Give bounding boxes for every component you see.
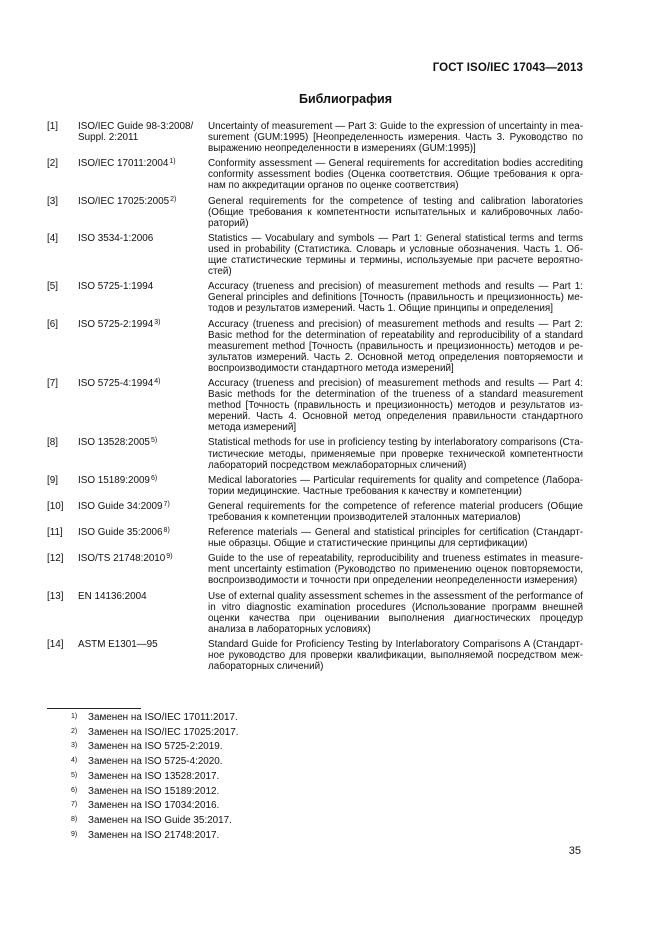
bib-entry: [47, 553, 583, 586]
bib-entry: [47, 378, 583, 433]
bib-entry: [47, 475, 583, 497]
entry-reference: ISO 15189:2009$^{6)}$: [78, 474, 158, 486]
bib-entry: [47, 281, 583, 314]
entry-reference: ASTM E1301—95: [78, 638, 158, 650]
entry-description: Reference materials — General and statistical principles for certification (Стандарт- ные образцы. Общие и статистические принципы для сертификации): [208, 527, 583, 550]
entry-number: [4]: [47, 232, 58, 244]
footnote: 5) Заменен на ISO 13528:2017.: [71, 770, 220, 782]
footnote: 6) Заменен на ISO 15189:2012.: [71, 785, 220, 797]
entry-reference: ISO 5725-4:1994$^{4)}$: [78, 377, 161, 389]
entry-number: [7]: [47, 377, 58, 389]
footnote: 1) Заменен на ISO/IEC 17011:2017.: [71, 712, 238, 723]
bib-entry: [47, 121, 583, 154]
entry-description: General requirements for the competence of reference material producers (Общие требования к компетенции производителей эталонных материалов): [208, 500, 583, 523]
entry-description: Standard Guide for Proficiency Testing by Interlaboratory Comparisons A (Стандарт- ное руководство для проверки квалификации, выполняемой посредством меж- лабораторных сличений): [208, 638, 583, 673]
entry-number: [2]: [47, 158, 58, 170]
page-number: 35: [568, 845, 581, 857]
entry-description: Use of external quality assessment schemes in the assessment of the performance of in vitro diagnostic examination procedures (Использование программ внешней оценки качества при оценивании выполнения диагностических процедур анализа в лабораторных условиях): [208, 590, 583, 635]
entry-number: [8]: [47, 437, 58, 449]
bib-entry: [47, 591, 583, 635]
entry-number: [13]: [47, 590, 64, 602]
footnote: 9) Заменен на ISO 21748:2017.: [71, 829, 220, 841]
page-title: Библиография: [298, 92, 393, 106]
entry-description: Statistics — Vocabulary and symbols — Part 1: General statistical terms and terms used in probability (Статистика. Словарь и условные обозначения. Часть 1. Об- щие статистические термины и термины, используемые при расчете вероятно- стей): [208, 232, 583, 278]
entry-description: Accuracy (trueness and precision) of measurement methods and results — Part 4: Basic methods for the determination of the trueness of a standard measurement method [Точность (правильность и прецизионность) методов и результатов из- мерений. Часть 4. Основной метод определения правильности стандартного метода измерений]: [208, 377, 583, 434]
entry-description: Accuracy (trueness and precision) of measurement methods and results — Part 1: General principles and definitions [Точность (правильность и прецизионность) ме- тодов и результатов измерений. Часть 1. Общие принципы и определения]: [208, 281, 583, 315]
entry-number: [14]: [47, 638, 64, 650]
footnote: 8) Заменен на ISO Guide 35:2017.: [71, 814, 232, 826]
bib-entry: [47, 158, 583, 191]
footnote: 7) Заменен на ISO 17034:2016.: [71, 800, 220, 812]
entry-description: Medical laboratories — Particular requirements for quality and competence (Лабора- тории медицинские. Частные требования к качеству и компетенции): [208, 474, 583, 497]
entry-reference: EN 14136:2004: [78, 590, 147, 602]
entry-description: Statistical methods for use in proficiency testing by interlaboratory comparisons (Ста- тистические методы, применяемые при проверке технической компетентности лабораторий посредством межлабораторных сличений): [208, 437, 583, 471]
footnote: 2) Заменен на ISO/IEC 17025:2017.: [71, 726, 239, 738]
entry-number: [3]: [47, 195, 58, 207]
entry-reference: ISO 5725-1:1994: [78, 281, 154, 293]
bib-entry: [47, 437, 583, 470]
entry-reference: ISO/IEC 17011:2004$^{1)}$: [78, 158, 176, 170]
bib-entry: [47, 639, 583, 672]
entry-number: [11]: [47, 527, 63, 539]
bib-entry: [47, 196, 583, 229]
entry-number: [10]: [47, 500, 64, 512]
entry-description: Uncertainty of measurement — Part 3: Guide to the expression of uncertainty in mea- surement (GUM:1995) [Неопределенность измерения. Часть 3. Руководство по выражению неопределенности в измерениях (GUM:1995)]: [208, 121, 583, 155]
footnote: 4) Заменен на ISO 5725-4:2020.: [71, 756, 223, 768]
entry-reference: ISO 13528:2005$^{5)}$: [78, 437, 158, 449]
entry-reference: ISO Guide 35:2006$^{8)}$: [78, 527, 170, 539]
document-header: ГОСТ ISO/IEC 17043—2013: [432, 62, 583, 74]
entry-description: Guide to the use of repeatability, reproducibility and trueness estimates in measure- ment uncertainty estimation (Руководство по применению оценок повторяемости, воспроизводимости и точности при определении неопределенности измерения): [208, 553, 583, 587]
bib-entry: [47, 527, 583, 549]
bibliography-list: [47, 121, 583, 676]
footnote-divider: [47, 708, 141, 709]
footnote: 3) Заменен на ISO 5725-2:2019.: [71, 741, 223, 753]
entry-description: General requirements for the competence of testing and calibration laboratories (Общие требования к компетентности испытательных и калибровочных лабо- раторий): [208, 195, 583, 229]
entry-number: [6]: [47, 318, 58, 330]
footnotes: [71, 711, 238, 843]
bib-entry: [47, 501, 583, 523]
entry-reference: ISO/IEC Guide 98-3:2008/ Suppl. 2:2011: [78, 121, 194, 144]
entry-reference: ISO/IEC 17025:2005$^{2)}$: [78, 195, 177, 207]
bib-entry: [47, 233, 583, 277]
entry-number: [5]: [47, 281, 58, 293]
bib-entry: [47, 319, 583, 374]
entry-reference: ISO/TS 21748:2010$^{9)}$: [78, 553, 173, 565]
entry-description: Accuracy (trueness and precision) of measurement methods and results — Part 2: Basic method for the determination of repeatability and reproducibility of a standard measurement method [Точность (правильность и прецизионность) методов и ре- зультатов измерений. Часть 2. Основной метод определения повторяемости и воспроизводимости стандартного метода измерений]: [208, 318, 583, 374]
entry-number: [12]: [47, 553, 64, 565]
entry-reference: ISO Guide 34:2009$^{7)}$: [78, 500, 170, 512]
entry-number: [9]: [47, 474, 58, 486]
entry-number: [1]: [47, 121, 58, 132]
entry-reference: ISO 3534-1:2006: [78, 232, 154, 244]
entry-description: Conformity assessment — General requirements for accreditation bodies accrediting conformity assessment bodies (Оценка соответствия. Общие требования к орга- нам по аккредитации органов по оценке соответствия): [208, 158, 583, 192]
entry-reference: ISO 5725-2:1994$^{3)}$: [78, 318, 161, 330]
